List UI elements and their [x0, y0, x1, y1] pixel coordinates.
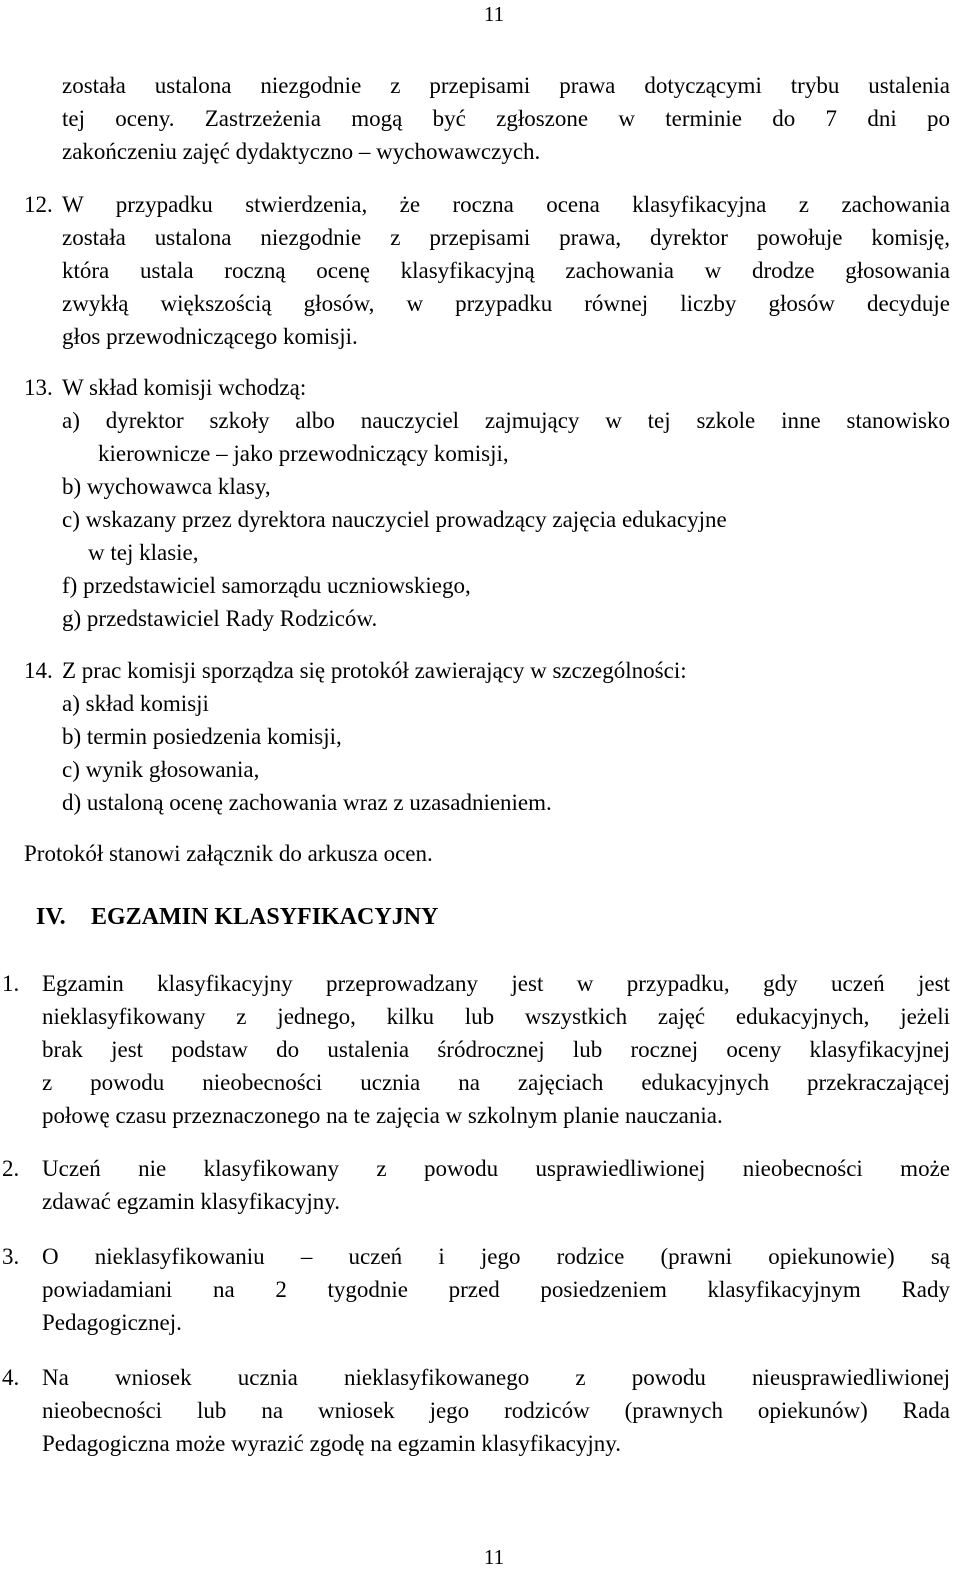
item13-lead: W skład komisji wchodzą:	[62, 375, 307, 400]
item12-line: która ustala roczną ocenę klasyfikacyjną zachowania w drodze głosowania	[62, 258, 950, 283]
item14-line: d) ustaloną ocenę zachowania wraz z uzasadnieniem.	[62, 790, 552, 815]
exam-item-number-3: 3.	[2, 1244, 20, 1269]
item14-line: a) skład komisji	[62, 691, 209, 716]
item12-line: została ustalona niezgodnie z przepisami prawa, dyrektor powołuje komisję,	[62, 225, 950, 250]
exam-item-number-1: 1.	[2, 971, 20, 996]
exam-item-4-line: nieobecności lub na wniosek jego rodziców (prawnych opiekunów) Rada	[42, 1398, 950, 1423]
exam-item-3-line: Pedagogicznej.	[42, 1310, 182, 1335]
item13-line: g) przedstawiciel Rady Rodziców.	[62, 606, 378, 631]
item12-line: W przypadku stwierdzenia, że roczna ocena klasyfikacyjna z zachowania	[62, 192, 950, 217]
item13-line: w tej klasie,	[88, 540, 199, 565]
item12-line: głos przewodniczącego komisji.	[62, 324, 358, 349]
intro-line: zakończeniu zajęć dydaktyczno – wychowawczych.	[62, 139, 541, 164]
item-number-13: 13.	[24, 375, 53, 400]
protocol-note: Protokół stanowi załącznik do arkusza ocen.	[24, 841, 433, 866]
exam-item-3-line: powiadamiani na 2 tygodnie przed posiedzeniem klasyfikacyjnym Rady	[42, 1277, 950, 1302]
item-number-14: 14.	[24, 658, 53, 683]
item13-line: b) wychowawca klasy,	[62, 474, 271, 499]
item13-line: kierownicze – jako przewodniczący komisji,	[98, 441, 509, 466]
item13-line: a) dyrektor szkoły albo nauczyciel zajmujący w tej szkole inne stanowisko	[62, 408, 950, 433]
exam-item-number-2: 2.	[2, 1156, 20, 1181]
exam-item-1-line: Egzamin klasyfikacyjny przeprowadzany jest w przypadku, gdy uczeń jest	[42, 971, 950, 996]
exam-item-3-line: O nieklasyfikowaniu – uczeń i jego rodzice (prawni opiekunowie) są	[42, 1244, 950, 1269]
section-roman: IV.	[36, 904, 66, 930]
section-heading	[36, 900, 438, 934]
item14-line: c) wynik głosowania,	[62, 757, 260, 782]
item14-line: b) termin posiedzenia komisji,	[62, 724, 342, 749]
item-number-12: 12.	[24, 192, 53, 217]
item14-lead: Z prac komisji sporządza się protokół zawierający w szczególności:	[62, 658, 687, 683]
item13-line: c) wskazany przez dyrektora nauczyciel prowadzący zajęcia edukacyjne	[62, 507, 727, 532]
section-title: EGZAMIN KLASYFIKACYJNY	[91, 904, 439, 930]
exam-item-1-line: brak jest podstaw do ustalenia śródrocznej lub rocznej oceny klasyfikacyjnej	[42, 1037, 950, 1062]
item12-line: zwykłą większością głosów, w przypadku równej liczby głosów decyduje	[62, 291, 950, 316]
exam-item-2-line: zdawać egzamin klasyfikacyjny.	[42, 1189, 341, 1214]
exam-item-4-line: Na wniosek ucznia nieklasyfikowanego z powodu nieusprawiedliwionej	[42, 1365, 950, 1390]
exam-item-1-line: połowę czasu przeznaczonego na te zajęcia w szkolnym planie nauczania.	[42, 1103, 723, 1128]
intro-line: została ustalona niezgodnie z przepisami prawa dotyczącymi trybu ustalenia	[62, 73, 950, 98]
page-number-top: 11	[483, 2, 505, 26]
item13-line: f) przedstawiciel samorządu uczniowskiego,	[62, 573, 471, 598]
intro-line: tej oceny. Zastrzeżenia mogą być zgłoszone w terminie do 7 dni po	[62, 106, 950, 131]
page-number-bottom: 11	[483, 1545, 505, 1569]
exam-item-2-line: Uczeń nie klasyfikowany z powodu usprawiedliwionej nieobecności może	[42, 1156, 950, 1181]
exam-item-1-line: z powodu nieobecności ucznia na zajęciach edukacyjnych przekraczającej	[42, 1070, 950, 1095]
exam-item-4-line: Pedagogiczna może wyrazić zgodę na egzamin klasyfikacyjny.	[42, 1431, 622, 1456]
exam-item-1-line: nieklasyfikowany z jednego, kilku lub wszystkich zajęć edukacyjnych, jeżeli	[42, 1004, 950, 1029]
exam-item-number-4: 4.	[2, 1365, 20, 1390]
